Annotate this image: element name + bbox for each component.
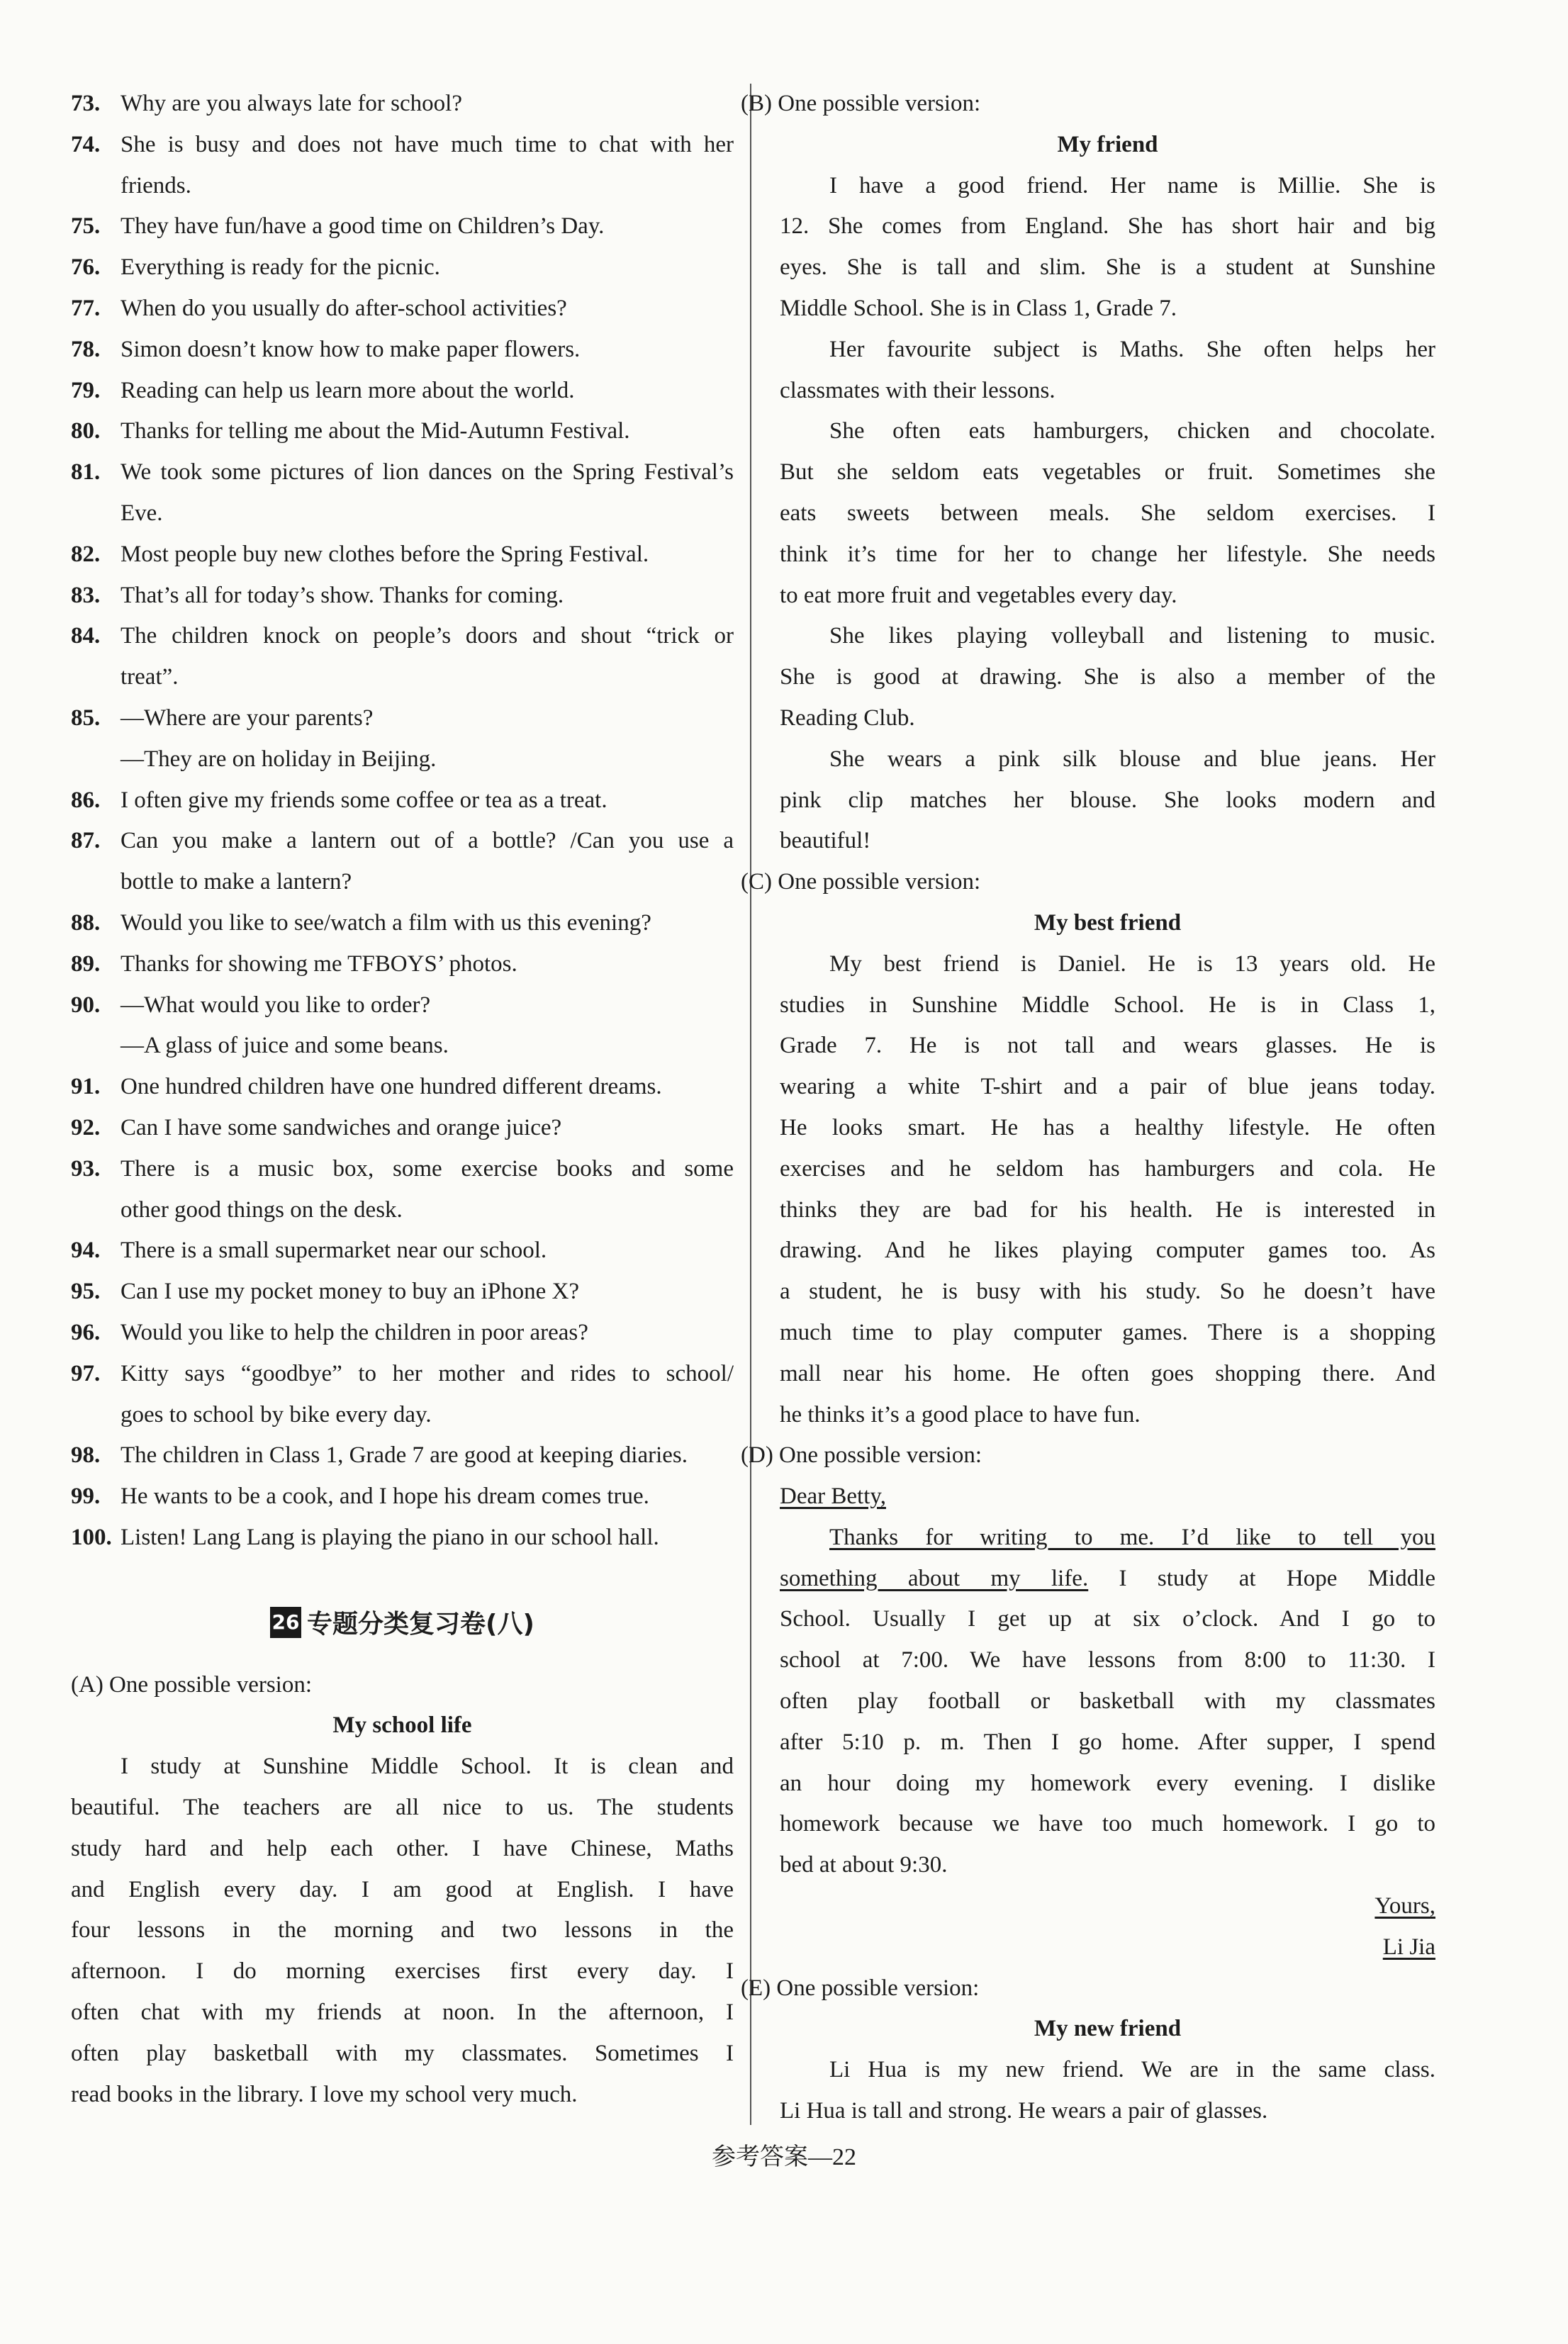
essay-d-first-line-text: Thanks for writing to me. I’d like to tell you <box>829 1524 1435 1550</box>
section-heading <box>71 1587 734 1658</box>
answer-number: 92. <box>71 1114 101 1140</box>
answer-text: Kitty says “goodbye” to her mother and rides to school/ <box>121 1360 734 1386</box>
answer-item <box>71 330 734 371</box>
answer-number: 88. <box>71 909 101 936</box>
answer-text: The children knock on people’s doors and shout “trick or <box>121 623 734 649</box>
answer-item <box>71 1149 734 1190</box>
answer-number: 94. <box>71 1238 101 1264</box>
essay-c-body <box>780 944 1435 1436</box>
answer-text: Reading can help us learn more about the world. <box>121 377 575 403</box>
essay-line: read books in the library. I love my school very much. <box>71 2081 578 2107</box>
answer-item <box>71 1313 734 1354</box>
answer-text: Would you like to see/watch a film with us this evening? <box>121 909 651 936</box>
essay-line: My best friend is Daniel. He is 13 years old. He <box>829 951 1435 977</box>
right-column <box>741 84 1436 2132</box>
answer-item <box>71 616 734 657</box>
answer-text: —Where are your parents? <box>121 705 374 731</box>
answer-number: 81. <box>71 459 101 486</box>
essay-line: school at 7:00. We have lessons from 8:00 to 11:30. I <box>780 1647 1435 1673</box>
essay-line: She often eats hamburgers, chicken and chocolate. <box>829 418 1435 444</box>
essay-line: Her favourite subject is Maths. She often helps her <box>829 336 1435 362</box>
answer-text: One hundred children have one hundred different dreams. <box>121 1074 662 1100</box>
answer-number: 86. <box>71 787 101 813</box>
section-number-badge: 26 <box>270 1607 301 1638</box>
essay-line: School. Usually I get up at six o’clock. And I go to <box>780 1606 1435 1632</box>
essay-b-body <box>780 166 1435 863</box>
answer-text: Can I use my pocket money to buy an iPhone X? <box>121 1279 580 1305</box>
essay-d-body <box>780 1599 1435 1886</box>
answer-item <box>71 1476 734 1518</box>
answer-number: 99. <box>71 1484 101 1510</box>
essay-line: Li Hua is tall and strong. He wears a pair of glasses. <box>780 2098 1268 2124</box>
essay-e-label: (E) One possible version: <box>741 1975 980 2001</box>
answer-item <box>71 985 734 1026</box>
essay-d-label: (D) One possible version: <box>741 1442 982 1469</box>
answer-number: 77. <box>71 295 101 321</box>
essay-line: eats sweets between meals. She seldom exercises. I <box>780 500 1435 526</box>
essay-line: an hour doing my homework every evening. I dislike <box>780 1770 1435 1796</box>
answer-item <box>71 1354 734 1395</box>
answer-number: 73. <box>71 91 101 116</box>
essay-d-greeting: Dear Betty, <box>780 1484 886 1510</box>
answer-item <box>71 1518 734 1559</box>
answer-number: 87. <box>71 828 101 854</box>
essay-line: a student, he is busy with his study. So he doesn’t have <box>780 1279 1435 1305</box>
essay-line: eyes. She is tall and slim. She is a student at Sunshine <box>780 254 1435 281</box>
essay-a-label: (A) One possible version: <box>71 1671 313 1698</box>
essay-line: often play football or basketball with my classmates <box>780 1688 1435 1715</box>
essay-line: often play basketball with my classmates. Sometimes I <box>71 2040 734 2066</box>
answer-text: When do you usually do after-school activities? <box>121 295 567 321</box>
essay-line: I study at Sunshine Middle School. It is clean and <box>121 1754 734 1780</box>
answer-text-continued: Eve. <box>121 500 163 526</box>
answer-text-continued: —A glass of juice and some beans. <box>121 1033 449 1059</box>
essay-line: drawing. And he likes playing computer games too. As <box>780 1238 1435 1264</box>
essay-line: He looks smart. He has a healthy lifestyle. He often <box>780 1114 1435 1140</box>
answer-item <box>71 944 734 985</box>
essay-line: She wears a pink silk blouse and blue jeans. Her <box>829 746 1435 772</box>
answer-number: 90. <box>71 992 101 1018</box>
essay-line: think it’s time for her to change her lifestyle. She needs <box>780 541 1435 567</box>
essay-line: Middle School. She is in Class 1, Grade 7. <box>780 295 1177 321</box>
essay-d-signature-text: Li Jia <box>1382 1934 1435 1960</box>
answer-item <box>71 411 734 452</box>
answer-item <box>71 371 734 412</box>
left-column <box>71 84 734 2115</box>
answer-number: 89. <box>71 951 101 977</box>
answer-text: The children in Class 1, Grade 7 are good at keeping diaries. <box>121 1442 688 1469</box>
answer-text: That’s all for today’s show. Thanks for coming. <box>121 582 564 608</box>
essay-b-label: (B) One possible version: <box>741 91 981 116</box>
essay-line: I have a good friend. Her name is Millie. She is <box>829 172 1435 198</box>
answer-number: 95. <box>71 1279 101 1305</box>
essay-b-title: My friend <box>1057 131 1158 157</box>
answer-number: 98. <box>71 1442 101 1469</box>
answer-text: Listen! Lang Lang is playing the piano in our school hall. <box>121 1524 659 1550</box>
answer-item <box>71 903 734 944</box>
answer-text-continued: bottle to make a lantern? <box>121 869 352 895</box>
answer-text: Everything is ready for the picnic. <box>121 254 440 281</box>
answer-text: He wants to be a cook, and I hope his dream comes true. <box>121 1484 649 1510</box>
answer-item <box>71 576 734 617</box>
answer-number: 78. <box>71 336 101 362</box>
answer-text: She is busy and does not have much time to chat with her <box>121 131 734 157</box>
answer-number: 75. <box>71 213 101 240</box>
essay-line: 12. She comes from England. She has short hair and big <box>780 213 1435 240</box>
answer-item <box>71 821 734 862</box>
essay-line: afternoon. I do morning exercises first every day. I <box>71 1958 734 1985</box>
answer-item <box>71 1108 734 1149</box>
essay-line: thinks they are bad for his health. He is interested in <box>780 1196 1435 1223</box>
essay-line: She is good at drawing. She is also a member of the <box>780 664 1435 690</box>
essay-e <box>741 1968 1435 2132</box>
essay-d-signature <box>780 1927 1435 1968</box>
answer-number: 96. <box>71 1319 101 1345</box>
answer-item <box>71 84 734 125</box>
essay-e-title: My new friend <box>1034 2016 1182 2042</box>
answer-text: Can I have some sandwiches and orange juice? <box>121 1114 562 1140</box>
essay-a <box>71 1665 734 2116</box>
essay-line: Grade 7. He is not tall and wears glasses. He is <box>780 1033 1435 1059</box>
answer-text: —What would you like to order? <box>121 992 431 1018</box>
sentence-answer-list <box>71 84 734 1559</box>
answer-number: 91. <box>71 1074 101 1100</box>
answer-text: Would you like to help the children in poor areas? <box>121 1319 588 1345</box>
essay-line: Li Hua is my new friend. We are in the same class. <box>829 2057 1435 2083</box>
essay-line: much time to play computer games. There is a shopping <box>780 1319 1435 1345</box>
answer-number: 76. <box>71 254 101 281</box>
essay-line: beautiful! <box>780 828 871 854</box>
answer-text: Why are you always late for school? <box>121 91 462 116</box>
answer-number: 79. <box>71 377 101 403</box>
answer-number: 100. <box>71 1524 112 1550</box>
essay-a-title: My school life <box>332 1712 472 1739</box>
page-footer: 参考答案—22 <box>712 2144 856 2170</box>
answer-item <box>71 288 734 330</box>
essay-line: She likes playing volleyball and listening to music. <box>829 623 1435 649</box>
answer-item <box>71 1435 734 1476</box>
answer-text: There is a small supermarket near our school. <box>121 1238 547 1264</box>
answer-item <box>71 452 734 493</box>
essay-line: four lessons in the morning and two lessons in the <box>71 1917 734 1944</box>
answer-item <box>71 1272 734 1313</box>
answer-number: 83. <box>71 582 101 608</box>
answer-text: There is a music box, some exercise books and some <box>121 1155 734 1182</box>
essay-line: exercises and he seldom has hamburgers and cola. He <box>780 1155 1435 1182</box>
essay-line: study hard and help each other. I have Chinese, Maths <box>71 1835 734 1861</box>
essay-c-title: My best friend <box>1034 909 1182 936</box>
essay-line: often chat with my friends at noon. In the afternoon, I <box>71 2000 734 2026</box>
essay-line: classmates with their lessons. <box>780 377 1055 403</box>
answer-number: 80. <box>71 418 101 444</box>
answer-text-continued: friends. <box>121 172 191 198</box>
essay-line: and English every day. I am good at English. I have <box>71 1876 734 1902</box>
column-divider <box>750 84 751 2125</box>
essay-d <box>741 1435 1436 1968</box>
answer-text: I often give my friends some coffee or tea as a treat. <box>121 787 607 813</box>
essay-line: wearing a white T-shirt and a pair of blue jeans today. <box>780 1074 1435 1100</box>
essay-c-label: (C) One possible version: <box>741 869 981 895</box>
answer-text: Simon doesn’t know how to make paper flowers. <box>121 336 581 362</box>
answer-number: 85. <box>71 705 101 731</box>
essay-a-body <box>71 1746 734 2115</box>
answer-item <box>71 780 734 821</box>
answer-item <box>71 125 734 166</box>
essay-line: homework because we have too much homework. I go to <box>780 1811 1435 1837</box>
essay-line: Reading Club. <box>780 705 915 731</box>
essay-d-second-line <box>780 1559 1435 1600</box>
answer-text-continued: —They are on holiday in Beijing. <box>121 746 437 772</box>
essay-c <box>741 862 1435 1435</box>
essay-line: bed at about 9:30. <box>780 1852 948 1878</box>
answer-item <box>71 698 734 739</box>
essay-e-body <box>780 2050 1435 2132</box>
essay-line: But she seldom eats vegetables or fruit. Sometimes she <box>780 459 1435 486</box>
essay-d-second-underlined: something about my life. <box>780 1565 1089 1591</box>
answer-text-continued: goes to school by bike every day. <box>121 1401 432 1428</box>
answer-item <box>71 206 734 247</box>
answer-item <box>71 1067 734 1108</box>
essay-line: after 5:10 p. m. Then I go home. After supper, I spend <box>780 1729 1435 1755</box>
answer-number: 84. <box>71 623 101 649</box>
answer-text: Most people buy new clothes before the Spring Festival. <box>121 541 649 567</box>
essay-d-second-rest: I study at Hope Middle <box>1088 1565 1436 1591</box>
answer-text: They have fun/have a good time on Children’s Day. <box>121 213 605 240</box>
answer-number: 97. <box>71 1360 101 1386</box>
essay-line: mall near his home. He often goes shopping there. And <box>780 1360 1435 1386</box>
answer-text: Thanks for showing me TFBOYS’ photos. <box>121 951 517 977</box>
answer-number: 82. <box>71 541 101 567</box>
section-title: 专题分类复习卷(八) <box>307 1610 534 1639</box>
essay-d-closing-text: Yours, <box>1374 1893 1435 1919</box>
essay-line: beautiful. The teachers are all nice to us. The students <box>71 1795 734 1821</box>
answer-item <box>71 247 734 288</box>
essay-b <box>741 84 1435 862</box>
answer-item <box>71 534 734 576</box>
essay-d-closing <box>780 1886 1435 1927</box>
essay-line: pink clip matches her blouse. She looks modern and <box>780 787 1435 813</box>
answer-item <box>71 1230 734 1272</box>
answer-number: 74. <box>71 131 101 157</box>
answer-text: Can you make a lantern out of a bottle? /Can you use a <box>121 828 734 854</box>
essay-line: studies in Sunshine Middle School. He is in Class 1, <box>780 992 1435 1018</box>
answer-text-continued: treat”. <box>121 664 179 690</box>
essay-line: to eat more fruit and vegetables every day. <box>780 582 1177 608</box>
answer-text: Thanks for telling me about the Mid-Autumn Festival. <box>121 418 630 444</box>
answer-number: 93. <box>71 1155 101 1182</box>
essay-line: he thinks it’s a good place to have fun. <box>780 1401 1141 1428</box>
essay-d-first-line <box>780 1518 1435 1559</box>
answer-text-continued: other good things on the desk. <box>121 1196 403 1223</box>
answer-text: We took some pictures of lion dances on the Spring Festival’s <box>121 459 734 486</box>
